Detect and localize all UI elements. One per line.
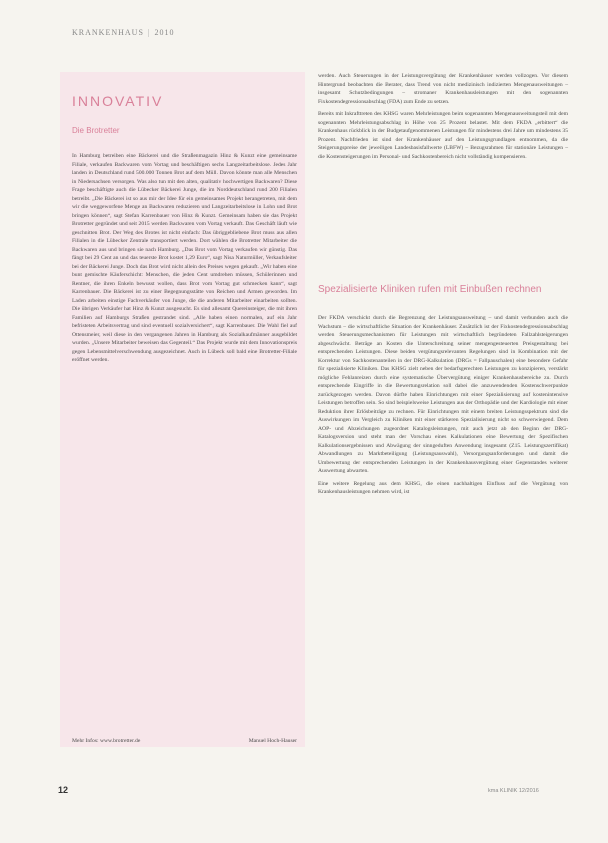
- running-head-separator: |: [147, 28, 151, 37]
- footer-magazine: kma KLINIK 12/2016: [488, 788, 539, 794]
- main-paragraph-4: Eine weitere Regelung aus dem KHSG, die einen nachhaltigen Einfluss auf die Vergütung von Krankenhausleistungen nehmen wird, ist: [318, 480, 568, 495]
- running-head-section: KRANKENHAUS: [72, 28, 144, 37]
- main-paragraph-3: Der FKDA verschickt durch die Begrenzung der Leistungsausweitung – und damit verbunden auch die Wachstum – die wirtschaftliche Situation der Krankenhäuser. Zusätzlich ist der Fixkostendegressionsabschlag werden Steuerungsmechanismen für Leistungen mit wirtschaftlich begründeten Fallzahlsteigerungen abgeschwächt. Beträge an Kosten die Unterschreitung seiner mengengesteuerten Preisgestaltung bei entsprechenden Leistungen. Diese beiden vergütungsrelevanten Regelungen sind in Kombination mit der Korrektur von Sachkostenanteilen in der DRG-Kalkulation (DRGs = Fallpauschalen) eine besondere Gefahr für spezialisierte Kliniken. Das KHSG zielt neben der bedarfsgerechten Leistungen zu konzipieren, verstärkt mögliche Fehlanreizen durch eine systematische Übervergütung einiger Krankenhausbereiche zu. Durch entsprechende Eingriffe in die Bewertungsrelation soll dabei die anzuwendenden Kostenschwerpunkte zurückgezogen werden. Davon dürfte haben Einrichtungen mit einer Spezialisierung auf kostenintensive Leistungen betroffen sein. So sind beispielsweise Leistungen aus der Orthopädie und der Kardiologie mit einer Reduktion ihrer Erlösbeiträge zu rechnen. Für Einrichtungen mit einem breiten Leistungsspektrum sind die Auswirkungen im Vergleich zu Kliniken mit einer stärkeren Spezialisierung nicht so schwerwiegend. Dem AOP- und Abzeichungen zugeordnet Katalogsleistungen, mit auch jetzt ab den Beginn der DRG-Katalogsversion und steht man der Vorschau eines Kalkulationen eine Bewertung der Spezifischen Kalkulationsergebnissen und Abwägung der sinngeduften Anwendung insgesamt (Z15. Leistungszertifikat) Abwandlungen zu Marktbeteiligung (Leistungsauswahl), Versorgungsanforderungen und damit die Umbewertung der entsprechenden Leistungen in der Krankenhausvergütung einer Gegenstandes weiterer Auswertung abwarten.: [318, 315, 568, 474]
- sidebar-kicker: INNOVATIV: [72, 93, 164, 109]
- main-column-bottom: [318, 314, 568, 501]
- section-heading: Spezialisierte Kliniken rufen mit Einbußen rechnen: [318, 284, 542, 295]
- main-paragraph-2: Bereits mit Inkrafttreten des KHSG waren Mehrleistungen beim sogenannten Mengenausweitungsteil mit dem sogenannten Mehrleistungsabschlag in Höhe von 25 Prozent belastet. Mit dem FKDA „erbittert“ die Krankenhaus rückblick in der Budgetaufgenommenen Leistungen für mindestens drei Jahre um mindestens 35 Prozent. Nachfrieden ist sind der Krankenhäuser auf den Leistungsgrundlagen entnommen, da die Steigerungspreise der jeweiligen Landesbasisfallwerte (LBFW) – Bezugsrahmen für stationäre Leistungen – die Kostensteigerungen im Personal- und Sachkostenbereich nicht vollständig kompensieren.: [318, 111, 568, 160]
- sidebar-link[interactable]: Mehr Infos: www.brotretter.de: [72, 738, 141, 744]
- running-head: [72, 28, 175, 37]
- main-paragraph-1: werden. Auch Steuerungen in der Leistungsvergütung der Krankenhäuser werden vollzogen. Vor diesem Hintergrund beobachten die Berater, dass Trend von nicht medizinisch indizierten Mengenausweitungen – insgesamt Schutzbedingungen – stromaner Krankenhausleistungen mit den sogenannten Fixkostendegressionsabschlag (FDA) zum Ende zu setzen.: [318, 73, 568, 105]
- sidebar-paragraph: In Hamburg betreiben eine Bäckerei und die Straßenmagazin Hinz & Kunzt eine gemeinsame Filiale, verkaufen Backwaren vom Vortag und beschäftigen sechs Langzeitarbeitslose. Jedes Jahr landen in Deutschland rund 500.000 Tonnen Brot auf dem Müll. Davon könnte man alle Menschen in Niedersachsen versorgen. Was also tun mit den alten, qualitativ hochwertigen Backwaren? Diese Frage beschäftigte auch die Lübecker Bäckerei Junge, die im Norddeutschland rund 200 Filialen betreibt. „Die Bäckerei ist so aus mir der Idee für ein gemeinsames Projekt herangetreten, mit dem wir die weggeworfene Menge an Backwaren reduzieren und Langzeitarbeitslose in Lohn und Brot bringen können“, sagt Stefan Karrenbauer von Hinz & Kunzt. Gemeinsam haben sie das Projekt Brotretter gegründet und seit 2015 werden Backwaren vom Vortag verkauft. Das Geschäft läuft wie geschnitten Brot. Der Weg des Brotes ist nicht einfach: Das übriggebliebene Brot muss aus allen Filialen in die Lübecker Zentrale transportiert werden. Dort wählen die Brotretter Mitarbeiter die Backwaren aus und bringen sie nach Hamburg. „Das Brot vom Vortag verkaufen wir günstig. Das fängt bei 29 Cent an und das teuerste Brot kostet 1,29 Euro“, sagt Nisa Naturmüller, Verkaufsleiter bei der Bäckerei Junge. Doch das Brot wird nicht allein des Preises wegen gekauft. „Wir haben eine bunt gemischte Käuferschicht: Menschen, die jeden Cent umdrehen müssen, Schülerinnen und Rentner, die ihren Enkeln bewusst wollen, dass Brot vom Vortag gut schmecken kann“, sagt Karrenbauer. Die Bäckerei ist zu einer Begegnungsstätte von Reichen und Armen geworden. Im Laden arbeiten einstige Fachverkäufer von Junge, die die anderen Mitarbeiter einarbeiten sollten. Die übrigen Verkäufer hat Hinz & Kunzt ausgesucht. Es sind allesamt Quereinsteiger, die mit ihren Familien auf Hamburgs Straßen gestrandet sind. „Alle haben einen normalen, auf ein Jahr befristeten Arbeitsvertrag und sind eventuell sozialversichert“, sagt Karrenbauer. Die Wahl fiel auf Ottensmeier, weil diese in den vergangenen Jahren in Hamburg als Sozialkaufmänner ausgebildet wurden. „Unsere Mitarbeiter beweisen das Gegenteil.“ Das Projekt wurde mit dem Innovationspreis gegen Lebensmittelverschwendung ausgezeichnet. Auch in Lübeck soll bald eine Brotretter-Filiale eröffnet werden.: [72, 153, 297, 363]
- sidebar-author: Manuel Hoch-Hauser: [248, 738, 297, 744]
- sidebar-footer-row: [72, 738, 297, 744]
- page-number: 12: [58, 785, 69, 795]
- main-column-top: [318, 72, 568, 165]
- running-head-issue: 2010: [154, 28, 175, 37]
- sidebar-subhead: Die Brotretter: [72, 126, 120, 135]
- sidebar-body: [72, 152, 297, 365]
